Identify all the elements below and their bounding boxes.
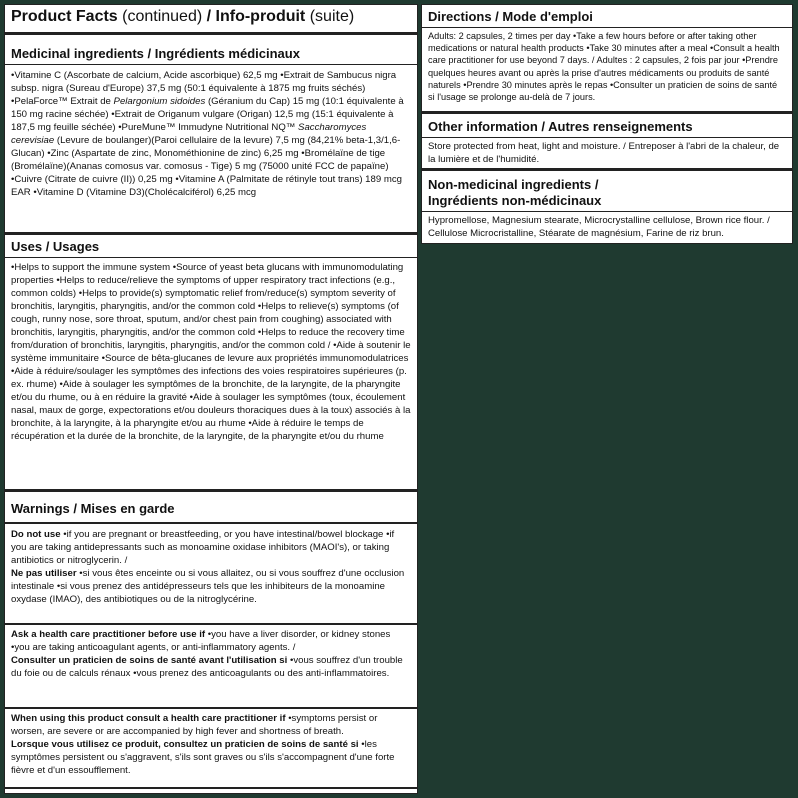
warning-do-not-use-en: Do not use •if you are pregnant or breastfeeding, or you have intestinal/bowel blockage •if you are taking antidepressants such as monoamine oxidase inhibitors (MAOI's), or taking antibiotics or nitroglycerin. /	[11, 529, 395, 566]
non-medicinal-heading-fr: Ingrédients non-médicinaux	[428, 193, 602, 208]
medicinal-ingredients-text: •Vitamine C (Ascorbate de calcium, Acide ascorbique) 62,5 mg •Extrait de Sambucus nigra subsp. nigra (Sureau d'Europe) 37,5 mg (50:1 équivalente à 1875 mg fruits séchés) •PelaForce™ Extrait de Pelargonium sidoides (Géranium du Cap) 15 mg (10:1 équivalente à 150 mg racine séchée) •Extrait de Origanum vulgare (Origan) 12,5 mg (15:1 équivalente à 187,5 mg feuille séchée) •PureMune™ Immudyne Nutritional NQ™ Saccharomyces cerevisiae (Levure de boulanger)(Paroi cellulaire de la levure) 7,5 mg (84,21% beta-1,3/1,6-Glucan) •Zinc (Aspartate de zinc, Monométhionine de zinc) 6,25 mg •Bromélaïne de tige (Bromélaïne)(Ananas comosus var. comosus - Tige) 5 mg (75000 unité FCC de papaïne) •Cuivre (Citrate de cuivre (II)) 0,25 mg •Vitamine A (Palmitate de rétinyle tout trans) 189 mcg EAR •Vitamine D (Vitamine D3)(Cholécalciférol) 6,25 mcg	[11, 70, 404, 198]
other-information-section	[422, 116, 792, 166]
directions-section	[422, 5, 792, 103]
warning-ask-practitioner-fr: Consulter un praticien de soins de santé avant l'utilisation si •vous souffrez d'un trouble du foie ou de calculs rénaux •vous prenez des anticoagulants ou des anti-inflammatoires.	[11, 655, 403, 679]
warning-when-using-en: When using this product consult a health care practitioner if •symptoms persist or worsen, are severe or are accompanied by high fever and shortness of breath.	[11, 713, 378, 737]
divider	[5, 64, 417, 65]
directions-heading: Directions / Mode d'emploi	[428, 9, 593, 24]
divider	[5, 623, 417, 625]
directions-text: Adults: 2 capsules, 2 times per day •Take a few hours before or after taking other medications or natural health products •Take 30 minutes after a meal •Consult a health care practitioner for use beyond 7 days. / Adultes : 2 capsules, 2 fois par jour •Prendre quelques heures avant ou après la prise d'autres médicaments ou produits de santé naturels •Prendre 30 minutes après le repas •Consulter un praticien de soins de santé si l'usage se prolonge au-delà de 7 jours.	[428, 31, 780, 103]
other-information-text: Store protected from heat, light and moisture. / Entreposer à l'abri de la chaleur, de la lumière et de l'humidité.	[428, 141, 780, 165]
divider	[422, 168, 792, 171]
warning-do-not-use	[5, 528, 417, 606]
divider	[5, 787, 417, 789]
uses-text: •Helps to support the immune system •Source of yeast beta glucans with immunomodulating properties •Helps to reduce/relieve the symptoms of upper respiratory tract infections (e.g., common colds) •Helps to provide(s) symptomatic relief from/reduce(s) symptom severity of bronchitis, laryngitis, pharyngitis, and/or the common cold •Helps to relieve(s) symptoms (of cough, runny nose, sore throat, sputum, and/or chest pain from coughing) associated with bronchitis, laryngitis, pharyngitis, and/or the common cold •Helps to reduce the recovery time from/duration of bronchitis, laryngitis, pharyngitis, and/or the common cold / •Aide à soutenir le système immunitaire •Source de bêta-glucanes de levure aux propriétés immunomodulatrices •Aide à réduire/soulager les symptômes des infections des voies respiratoires supérieures (p. ex. rhume) •Aide à soulager les symptômes de la bronchite, de la laryngite, de la pharyngite et/ou du rhume, ou à en réduire la gravité •Aide à soulager les symptômes (toux, écoulement nasal, maux de gorge, expectorations et/ou douleurs thoraciques dues à la toux) associés à la bronchite, à la laryngite, à la pharyngite et/ou au rhume •Aide à réduire le temps de récupération et la durée de la bronchite, de la laryngite, de la pharyngite et/ou du rhume	[11, 262, 411, 442]
product-facts-right-column	[421, 4, 793, 244]
warning-when-using	[5, 712, 417, 777]
warnings-section	[5, 498, 417, 523]
warning-when-using-fr: Lorsque vous utilisez ce produit, consultez un praticien de soins de santé si •les symptômes persistent ou s'aggravent, s'ils sont graves ou s'ils s'accompagnent d'une forte fièvre et d'un essoufflement.	[11, 739, 395, 776]
medicinal-ingredients-heading: Medicinal ingredients / Ingrédients médicinaux	[11, 46, 300, 61]
divider	[5, 707, 417, 709]
uses-heading: Uses / Usages	[11, 239, 100, 254]
non-medicinal-heading-en: Non-medicinal ingredients /	[428, 177, 599, 192]
divider	[422, 111, 792, 114]
non-medicinal-section	[422, 174, 792, 240]
warning-do-not-use-fr: Ne pas utiliser •si vous êtes enceinte ou si vous allaitez, ou si vous souffrez d'une occlusion intestinale •si vous prenez des antidépresseurs tels que les inhibiteurs de la monoamine oxydase (IMAO), des antibiotiques ou de la nitroglycérine.	[11, 568, 405, 605]
uses-section	[5, 236, 417, 443]
divider	[5, 32, 417, 35]
divider	[5, 522, 417, 524]
non-medicinal-text: Hypromellose, Magnesium stearate, Microcrystalline cellulose, Brown rice flour. / Cellulose Microcristalline, Stéarate de magnésium, Farine de riz brun.	[428, 215, 770, 239]
warning-ask-practitioner-en: Ask a health care practitioner before use if •you have a liver disorder, or kidney stones •you are taking anticoagulant agents, or anti-inflammatory agents. /	[11, 629, 391, 653]
facts-title: Product Facts (continued) / Info-produit (suite)	[11, 8, 355, 25]
divider	[5, 232, 417, 235]
facts-title-panel	[5, 5, 417, 29]
warnings-heading: Warnings / Mises en garde	[11, 501, 175, 516]
divider	[5, 257, 417, 258]
divider	[422, 211, 792, 212]
divider	[5, 489, 417, 492]
other-information-heading: Other information / Autres renseignements	[428, 119, 693, 134]
product-facts-left-column	[4, 4, 418, 794]
divider	[422, 27, 792, 28]
medicinal-ingredients-section	[5, 43, 417, 199]
warning-ask-practitioner	[5, 628, 417, 680]
divider	[422, 137, 792, 138]
